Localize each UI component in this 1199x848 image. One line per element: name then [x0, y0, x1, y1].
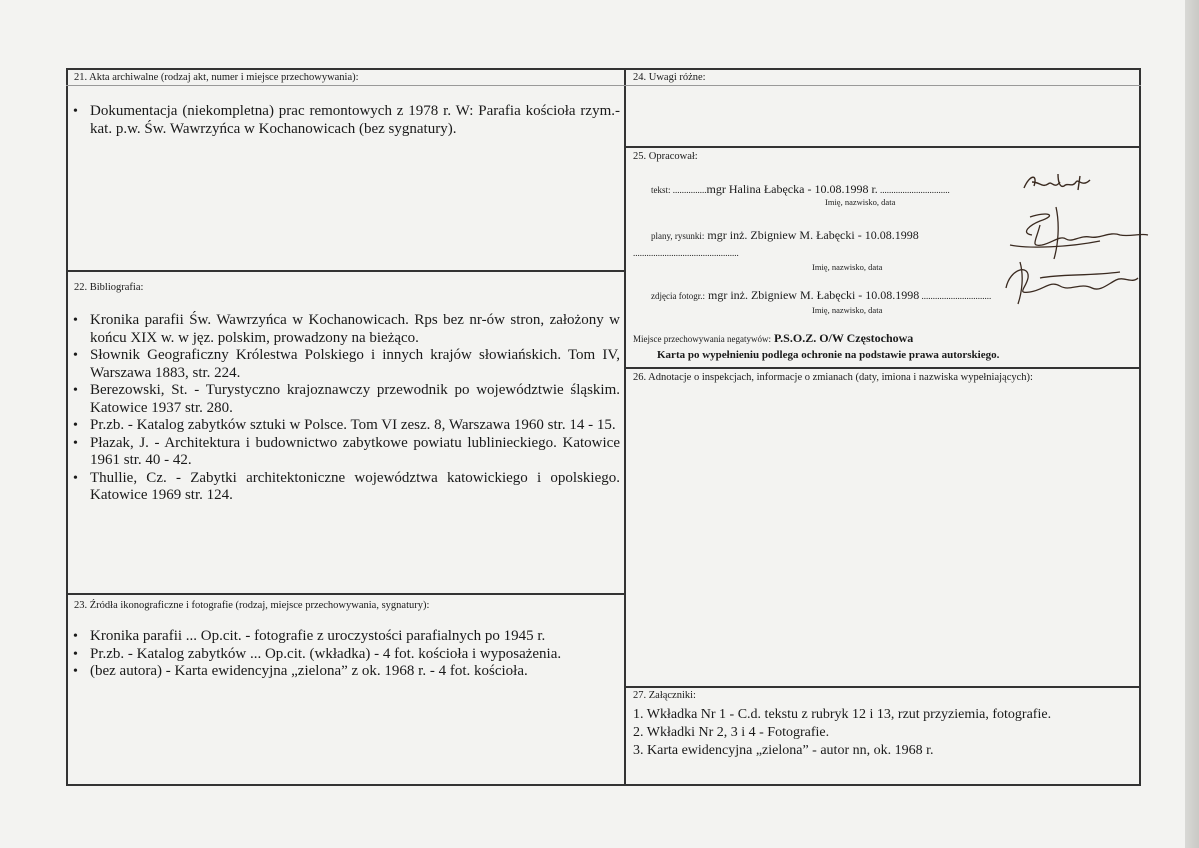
list-item: • Słownik Geograficzny Królestwa Polskiego i innych krajów słowiańskich. Tom IV, Warszawa 1883, str. 224.	[70, 347, 620, 382]
section-22-label: 22. Bibliografia:	[74, 282, 144, 293]
zdjecia-dots: ...............................	[919, 291, 992, 301]
negatives-prefix: Miejsce przechowywania negatywów:	[633, 334, 771, 344]
divider-22-23	[66, 593, 625, 595]
plany-prefix: plany, rysunki:	[651, 231, 705, 241]
attachments-list	[633, 706, 1138, 760]
tekst-line	[651, 182, 950, 197]
section-23-label: 23. Źródła ikonograficzne i fotografie (rodzaj, miejsce przechowywania, sygnatury):	[74, 600, 430, 611]
plany-line	[651, 228, 919, 243]
column-divider	[624, 68, 626, 786]
section-21-label: 21. Akta archiwalne (rodzaj akt, numer i miejsce przechowywania):	[74, 72, 359, 83]
section-27-label: 27. Załączniki:	[633, 690, 696, 701]
copyright-notice: Karta po wypełnieniu podlega ochronie na podstawie prawa autorskiego.	[657, 349, 1000, 361]
list-item: • Kronika parafii ... Op.cit. - fotografie z uroczystości parafialnych po 1945 r.	[70, 628, 620, 646]
signature-zbigniew-1	[1000, 205, 1150, 265]
tekst-prefix: tekst: ...............	[651, 185, 707, 195]
zdjecia-value: mgr inż. Zbigniew M. Łabęcki - 10.08.1998	[707, 288, 920, 302]
tekst-value: mgr Halina Łabęcka - 10.08.1998 r.	[706, 182, 878, 196]
zdjecia-prefix: zdjęcia fotogr.:	[651, 291, 705, 301]
section-24-label: 24. Uwagi różne:	[633, 72, 706, 83]
list-item: • Płazak, J. - Architektura i budownictwo zabytkowe powiatu lublinieckiego. Katowice 1961 str. 40 - 42.	[70, 435, 620, 470]
list-item: • (bez autora) - Karta ewidencyjna „zielona” z ok. 1968 r. - 4 fot. kościoła.	[70, 663, 620, 681]
caption-tekst: Imię, nazwisko, data	[825, 197, 896, 207]
frame-header-line	[66, 85, 1141, 86]
negatives-value: P.S.O.Z. O/W Częstochowa	[773, 331, 914, 345]
section-23-list	[70, 628, 620, 681]
section-25-label: 25. Opracował:	[633, 151, 698, 162]
divider-25-26	[625, 367, 1141, 369]
list-item: • Dokumentacja (niekompletna) prac remontowych z 1978 r. W: Parafia kościoła rzym.-kat. p.w. Św. Wawrzyńca w Kochanowicach (bez sygnatury).	[70, 103, 620, 138]
list-item: • Berezowski, St. - Turystyczno krajoznawczy przewodnik po województwie śląskim. Katowice 1937 str. 280.	[70, 382, 620, 417]
list-item: • Thullie, Cz. - Zabytki architektoniczne województwa katowickiego i opolskiego. Katowice 1969 str. 124.	[70, 470, 620, 505]
divider-21-22	[66, 270, 625, 272]
plany-value: mgr inż. Zbigniew M. Łabęcki - 10.08.1998	[707, 228, 919, 242]
divider-24-25	[625, 146, 1141, 148]
section-21-list	[70, 103, 620, 138]
signature-halina	[1020, 168, 1100, 196]
list-item: 2. Wkładki Nr 2, 3 i 4 - Fotografie.	[633, 725, 830, 740]
plany-dots: ...............................................	[633, 248, 739, 258]
scanner-edge	[1185, 0, 1199, 848]
zdjecia-line	[651, 288, 991, 303]
signature-zbigniew-2	[1000, 258, 1140, 306]
negatives-line	[633, 331, 913, 346]
list-item: 3. Karta ewidencyjna „zielona” - autor nn, ok. 1968 r.	[633, 743, 934, 758]
tekst-dots: ...............................	[877, 185, 950, 195]
section-26-label: 26. Adnotacje o inspekcjach, informacje o zmianach (daty, imiona i nazwiska wypełniających):	[633, 372, 1033, 383]
list-item: 1. Wkładka Nr 1 - C.d. tekstu z rubryk 12 i 13, rzut przyziemia, fotografie.	[633, 707, 1052, 722]
list-item: • Pr.zb. - Katalog zabytków sztuki w Polsce. Tom VI zesz. 8, Warszawa 1960 str. 14 - 15.	[70, 417, 620, 435]
divider-26-27	[625, 686, 1141, 688]
caption-plany: Imię, nazwisko, data	[812, 262, 883, 272]
caption-zdjecia: Imię, nazwisko, data	[812, 305, 883, 315]
section-22-list	[70, 312, 620, 505]
list-item: • Pr.zb. - Katalog zabytków ... Op.cit. (wkładka) - 4 fot. kościoła i wyposażenia.	[70, 646, 620, 664]
list-item: • Kronika parafii Św. Wawrzyńca w Kochanowicach. Rps bez nr-ów stron, założony w końcu XIX w. w jęz. polskim, prowadzony na bieżąco.	[70, 312, 620, 347]
